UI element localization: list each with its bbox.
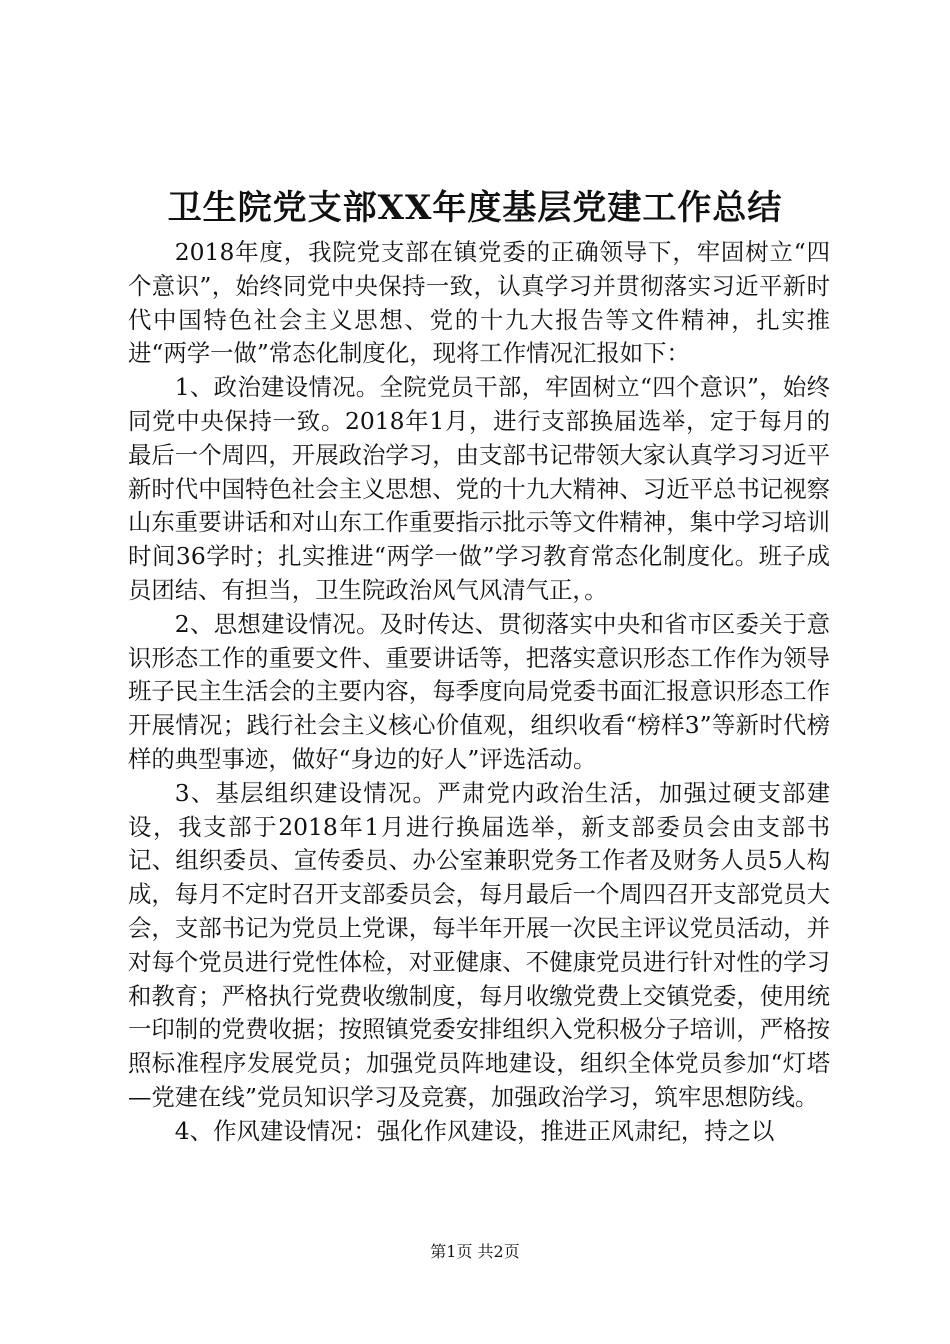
section-political-paragraph: 1、政治建设情况。全院党员干部，牢固树立“四个意识”，始终同党中央保持一致。2018年1月，进行支部换届选举，定于每月的最后一个周四，开展政治学习，由支部书记带领大家认真学习习近平新时代中国特色社会主义思想、党的十九大精神、习近平总书记视察山东重要讲话和对山东工作重要指示批示等文件精神，集中学习培训时间36学时；扎实推进“两学一做”学习教育常态化制度化。班子成员团结、有担当，卫生院政治风气风清气正，。 <box>128 373 830 604</box>
section-organization-paragraph: 3、基层组织建设情况。严肃党内政治生活，加强过硬支部建设，我支部于2018年1月进行换届选举，新支部委员会由支部书记、组织委员、宣传委员、办公室兼职党务工作者及财务人员5人构成，每月不定时召开支部委员会，每月最后一个周四召开支部党员大会，支部书记为党员上党课，每半年开展一次民主评议党员活动，并对每个党员进行党性体检，对亚健康、不健康党员进行针对性的学习和教育；严格执行党费收缴制度，每月收缴党费上交镇党委，使用统一印制的党费收据；按照镇党委安排组织入党积极分子培训，严格按照标准程序发展党员；加强党员阵地建设，组织全体党员参加“灯塔—党建在线”党员知识学习及竞赛，加强政治学习，筑牢思想防线。 <box>128 778 830 1111</box>
section-conduct-paragraph: 4、作风建设情况：强化作风建设，推进正风肃纪，持之以 <box>174 1116 775 1145</box>
section-ideological-paragraph: 2、思想建设情况。及时传达、贯彻落实中央和省市区委关于意识形态工作的重要文件、重要讲话等，把落实意识形态工作作为领导班子民主生活会的主要内容，每季度向局党委书面汇报意识形态工作开展情况；践行社会主义核心价值观，组织收看“榜样3”等新时代榜样的典型事迹，做好“身边的好人”评选活动。 <box>128 609 830 773</box>
document-body <box>128 236 830 1149</box>
document-title: 卫生院党支部XX年度基层党建工作总结 <box>167 188 783 228</box>
page-footer: 第1页 共2页 <box>430 1242 520 1261</box>
intro-paragraph: 2018年度，我院党支部在镇党委的正确领导下，牢固树立“四个意识”，始终同党中央保持一致，认真学习并贯彻落实习近平新时代中国特色社会主义思想、党的十九大报告等文件精神，扎实推进“两学一做”常态化制度化，现将工作情况汇报如下： <box>128 238 830 368</box>
